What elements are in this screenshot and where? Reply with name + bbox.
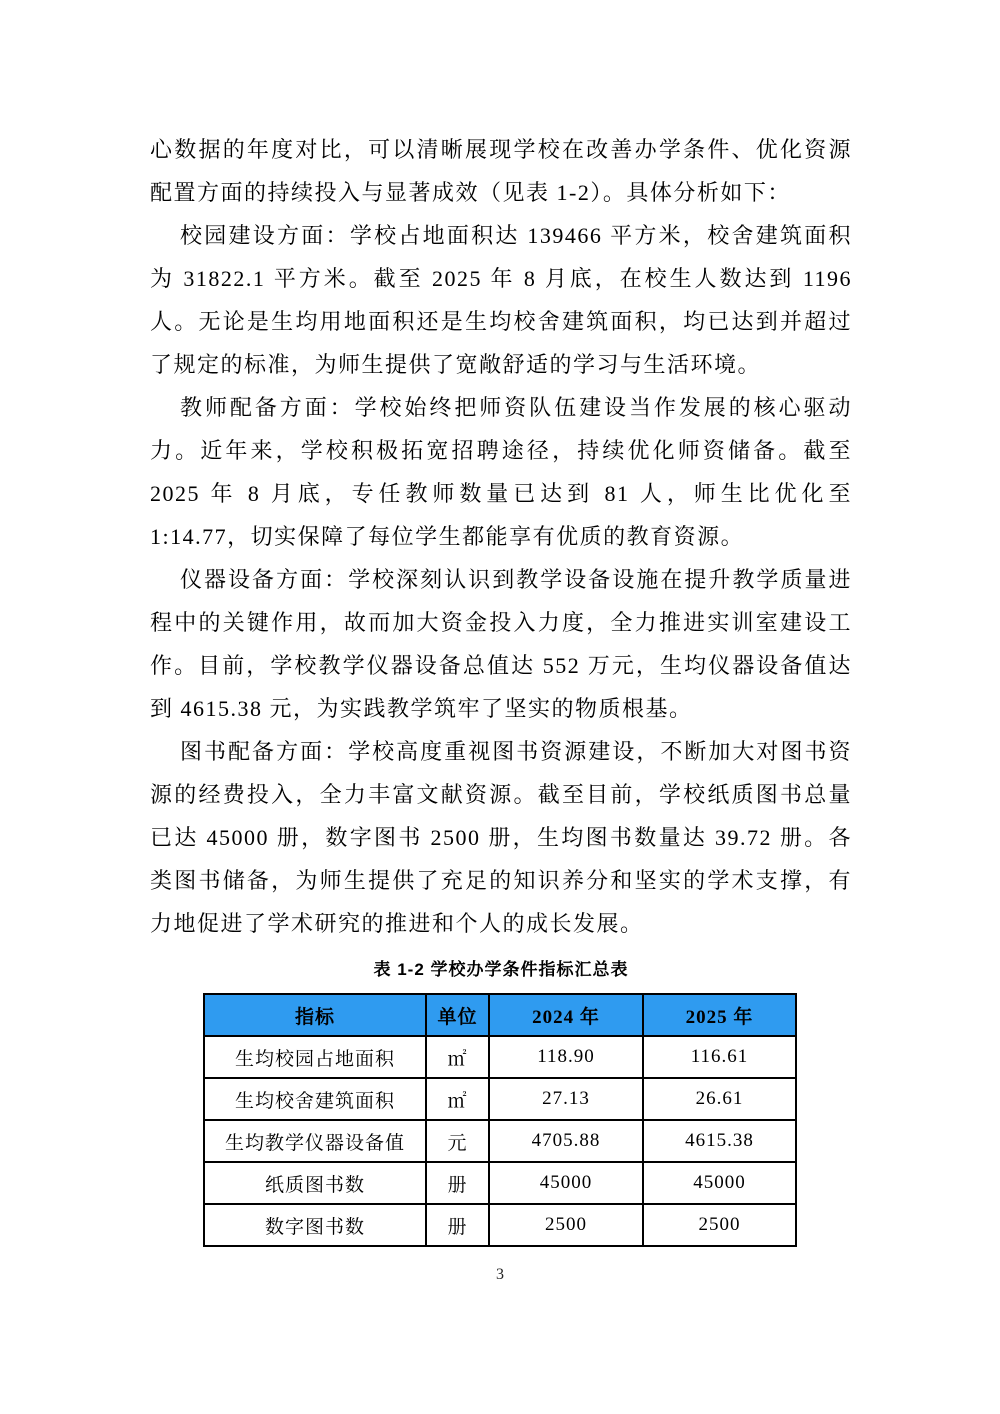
table-cell: 45000 <box>643 1162 796 1204</box>
table-cell: 118.90 <box>489 1036 643 1078</box>
table-cell: 数字图书数 <box>204 1204 426 1246</box>
table-row <box>204 1120 796 1162</box>
header-cell-2025: 2025 年 <box>643 994 796 1036</box>
table-cell: 生均教学仪器设备值 <box>204 1120 426 1162</box>
table-cell: 2500 <box>643 1204 796 1246</box>
body-paragraph-4: 仪器设备方面：学校深刻认识到教学设备设施在提升教学质量进程中的关键作用，故而加大资金投入力度，全力推进实训室建设工作。目前，学校教学仪器设备总值达 552 万元，生均仪器设备值达到 4615.38 元，为实践教学筑牢了坚实的物质根基。 <box>150 567 852 721</box>
page-number: 3 <box>496 1266 504 1283</box>
header-cell-indicator: 指标 <box>204 994 426 1036</box>
table-cell: 4615.38 <box>643 1120 796 1162</box>
table-cell: 116.61 <box>643 1036 796 1078</box>
table-cell: 元 <box>426 1120 489 1162</box>
header-cell-unit: 单位 <box>426 994 489 1036</box>
table-cell: 册 <box>426 1204 489 1246</box>
table-row <box>204 1204 796 1246</box>
table-cell: 27.13 <box>489 1078 643 1120</box>
table-cell: 4705.88 <box>489 1120 643 1162</box>
table-cell: 45000 <box>489 1162 643 1204</box>
table-caption: 表 1-2 学校办学条件指标汇总表 <box>373 960 629 979</box>
table-header-row <box>204 994 796 1036</box>
table-row <box>204 1036 796 1078</box>
body-paragraph-2: 校园建设方面：学校占地面积达 139466 平方米，校舍建筑面积为 31822.1 平方米。截至 2025 年 8 月底，在校生人数达到 1196 人。无论是生均用地面积还是生均校舍建筑面积，均已达到并超过了规定的标准，为师生提供了宽敞舒适的学习与生活环境。 <box>150 223 852 377</box>
table-cell: 生均校舍建筑面积 <box>204 1078 426 1120</box>
table-cell: 26.61 <box>643 1078 796 1120</box>
page-content <box>150 128 852 1247</box>
body-paragraph-1: 心数据的年度对比，可以清晰展现学校在改善办学条件、优化资源配置方面的持续投入与显著成效（见表 1-2）。具体分析如下： <box>150 137 852 205</box>
body-paragraph-3: 教师配备方面：学校始终把师资队伍建设当作发展的核心驱动力。近年来，学校积极拓宽招聘途径，持续优化师资储备。截至 2025 年 8 月底，专任教师数量已达到 81 人，师生比优化至 1:14.77，切实保障了每位学生都能享有优质的教育资源。 <box>150 395 852 549</box>
summary-table <box>203 993 797 1247</box>
table-cell: 纸质图书数 <box>204 1162 426 1204</box>
body-paragraph-5: 图书配备方面：学校高度重视图书资源建设，不断加大对图书资源的经费投入，全力丰富文献资源。截至目前，学校纸质图书总量已达 45000 册，数字图书 2500 册，生均图书数量达 39.72 册。各类图书储备，为师生提供了充足的知识养分和坚实的学术支撑，有力地促进了学术研究的推进和个人的成长发展。 <box>150 739 852 936</box>
table-cell: ㎡ <box>426 1078 489 1120</box>
table-cell: ㎡ <box>426 1036 489 1078</box>
table-cell: 生均校园占地面积 <box>204 1036 426 1078</box>
header-cell-2024: 2024 年 <box>489 994 643 1036</box>
table-cell: 册 <box>426 1162 489 1204</box>
table-row <box>204 1162 796 1204</box>
table-cell: 2500 <box>489 1204 643 1246</box>
table-row <box>204 1078 796 1120</box>
